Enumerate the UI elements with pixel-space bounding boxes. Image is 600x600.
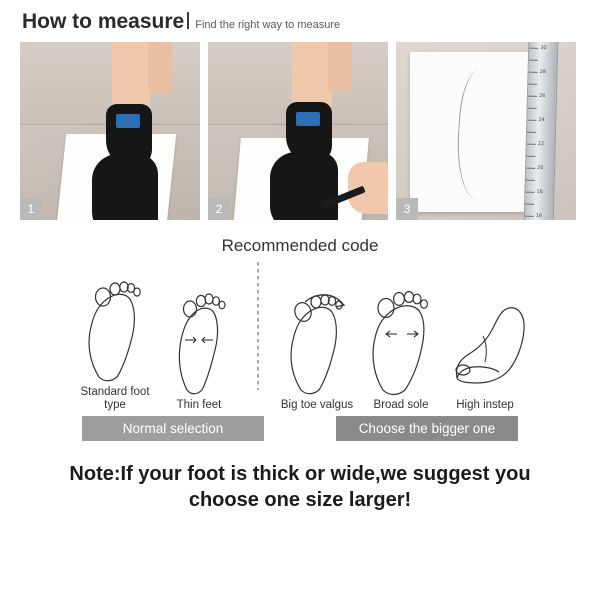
foot-type-label: High instep bbox=[456, 398, 514, 411]
step-badge-3: 3 bbox=[396, 198, 418, 220]
choose-bigger-one-button[interactable]: Choose the bigger one bbox=[336, 416, 518, 441]
sock-tag bbox=[296, 112, 320, 126]
foot-type-label: Thin feet bbox=[176, 398, 222, 411]
foot-type-thin bbox=[157, 282, 241, 412]
broad-sole-icon bbox=[359, 282, 443, 397]
photo-scene bbox=[208, 42, 388, 220]
normal-selection-button[interactable]: Normal selection bbox=[82, 416, 264, 441]
selection-buttons bbox=[0, 416, 600, 441]
page-title: How to measure bbox=[22, 10, 185, 33]
foot-type-big-toe-valgus bbox=[275, 282, 359, 412]
photo-scene bbox=[20, 42, 200, 220]
standard-foot-icon bbox=[73, 269, 157, 384]
step-badge-2: 2 bbox=[208, 198, 230, 220]
foot-type-broad-sole bbox=[359, 282, 443, 412]
foot-type-high-instep bbox=[443, 282, 527, 412]
step-photo-1 bbox=[20, 42, 200, 220]
black-sock-foot bbox=[270, 152, 338, 220]
note-line-2: choose one size larger! bbox=[188, 489, 412, 511]
leg-second bbox=[148, 42, 172, 94]
steps-gallery bbox=[0, 42, 600, 220]
foot-type-diagrams bbox=[0, 262, 600, 412]
big-toe-valgus-icon bbox=[275, 282, 359, 397]
thin-feet-icon bbox=[157, 282, 241, 397]
step-badge-1: 1 bbox=[20, 198, 42, 220]
recommended-title: Recommended code bbox=[221, 236, 379, 255]
header-divider bbox=[187, 12, 189, 29]
note-text bbox=[0, 461, 600, 513]
foot-type-standard bbox=[73, 269, 157, 412]
steel-ruler: 30 28 26 24 22 20 18 16 bbox=[524, 42, 559, 220]
step-photo-3 bbox=[396, 42, 576, 220]
sock-tag bbox=[116, 114, 140, 128]
group-divider bbox=[257, 262, 259, 390]
photo-scene bbox=[396, 42, 576, 220]
black-sock-foot bbox=[92, 154, 158, 220]
foot-type-label: Big toe valgus bbox=[280, 398, 354, 411]
note-line-1: Note:If your foot is thick or wide,we suggest you bbox=[69, 463, 531, 485]
step-photo-2 bbox=[208, 42, 388, 220]
page-subtitle: Find the right way to measure bbox=[195, 19, 341, 31]
foot-type-label: Standard foot type bbox=[80, 385, 150, 411]
page-header bbox=[0, 0, 600, 40]
foot-type-label: Broad sole bbox=[373, 398, 429, 411]
high-instep-icon bbox=[443, 282, 527, 397]
leg-second bbox=[328, 42, 352, 92]
